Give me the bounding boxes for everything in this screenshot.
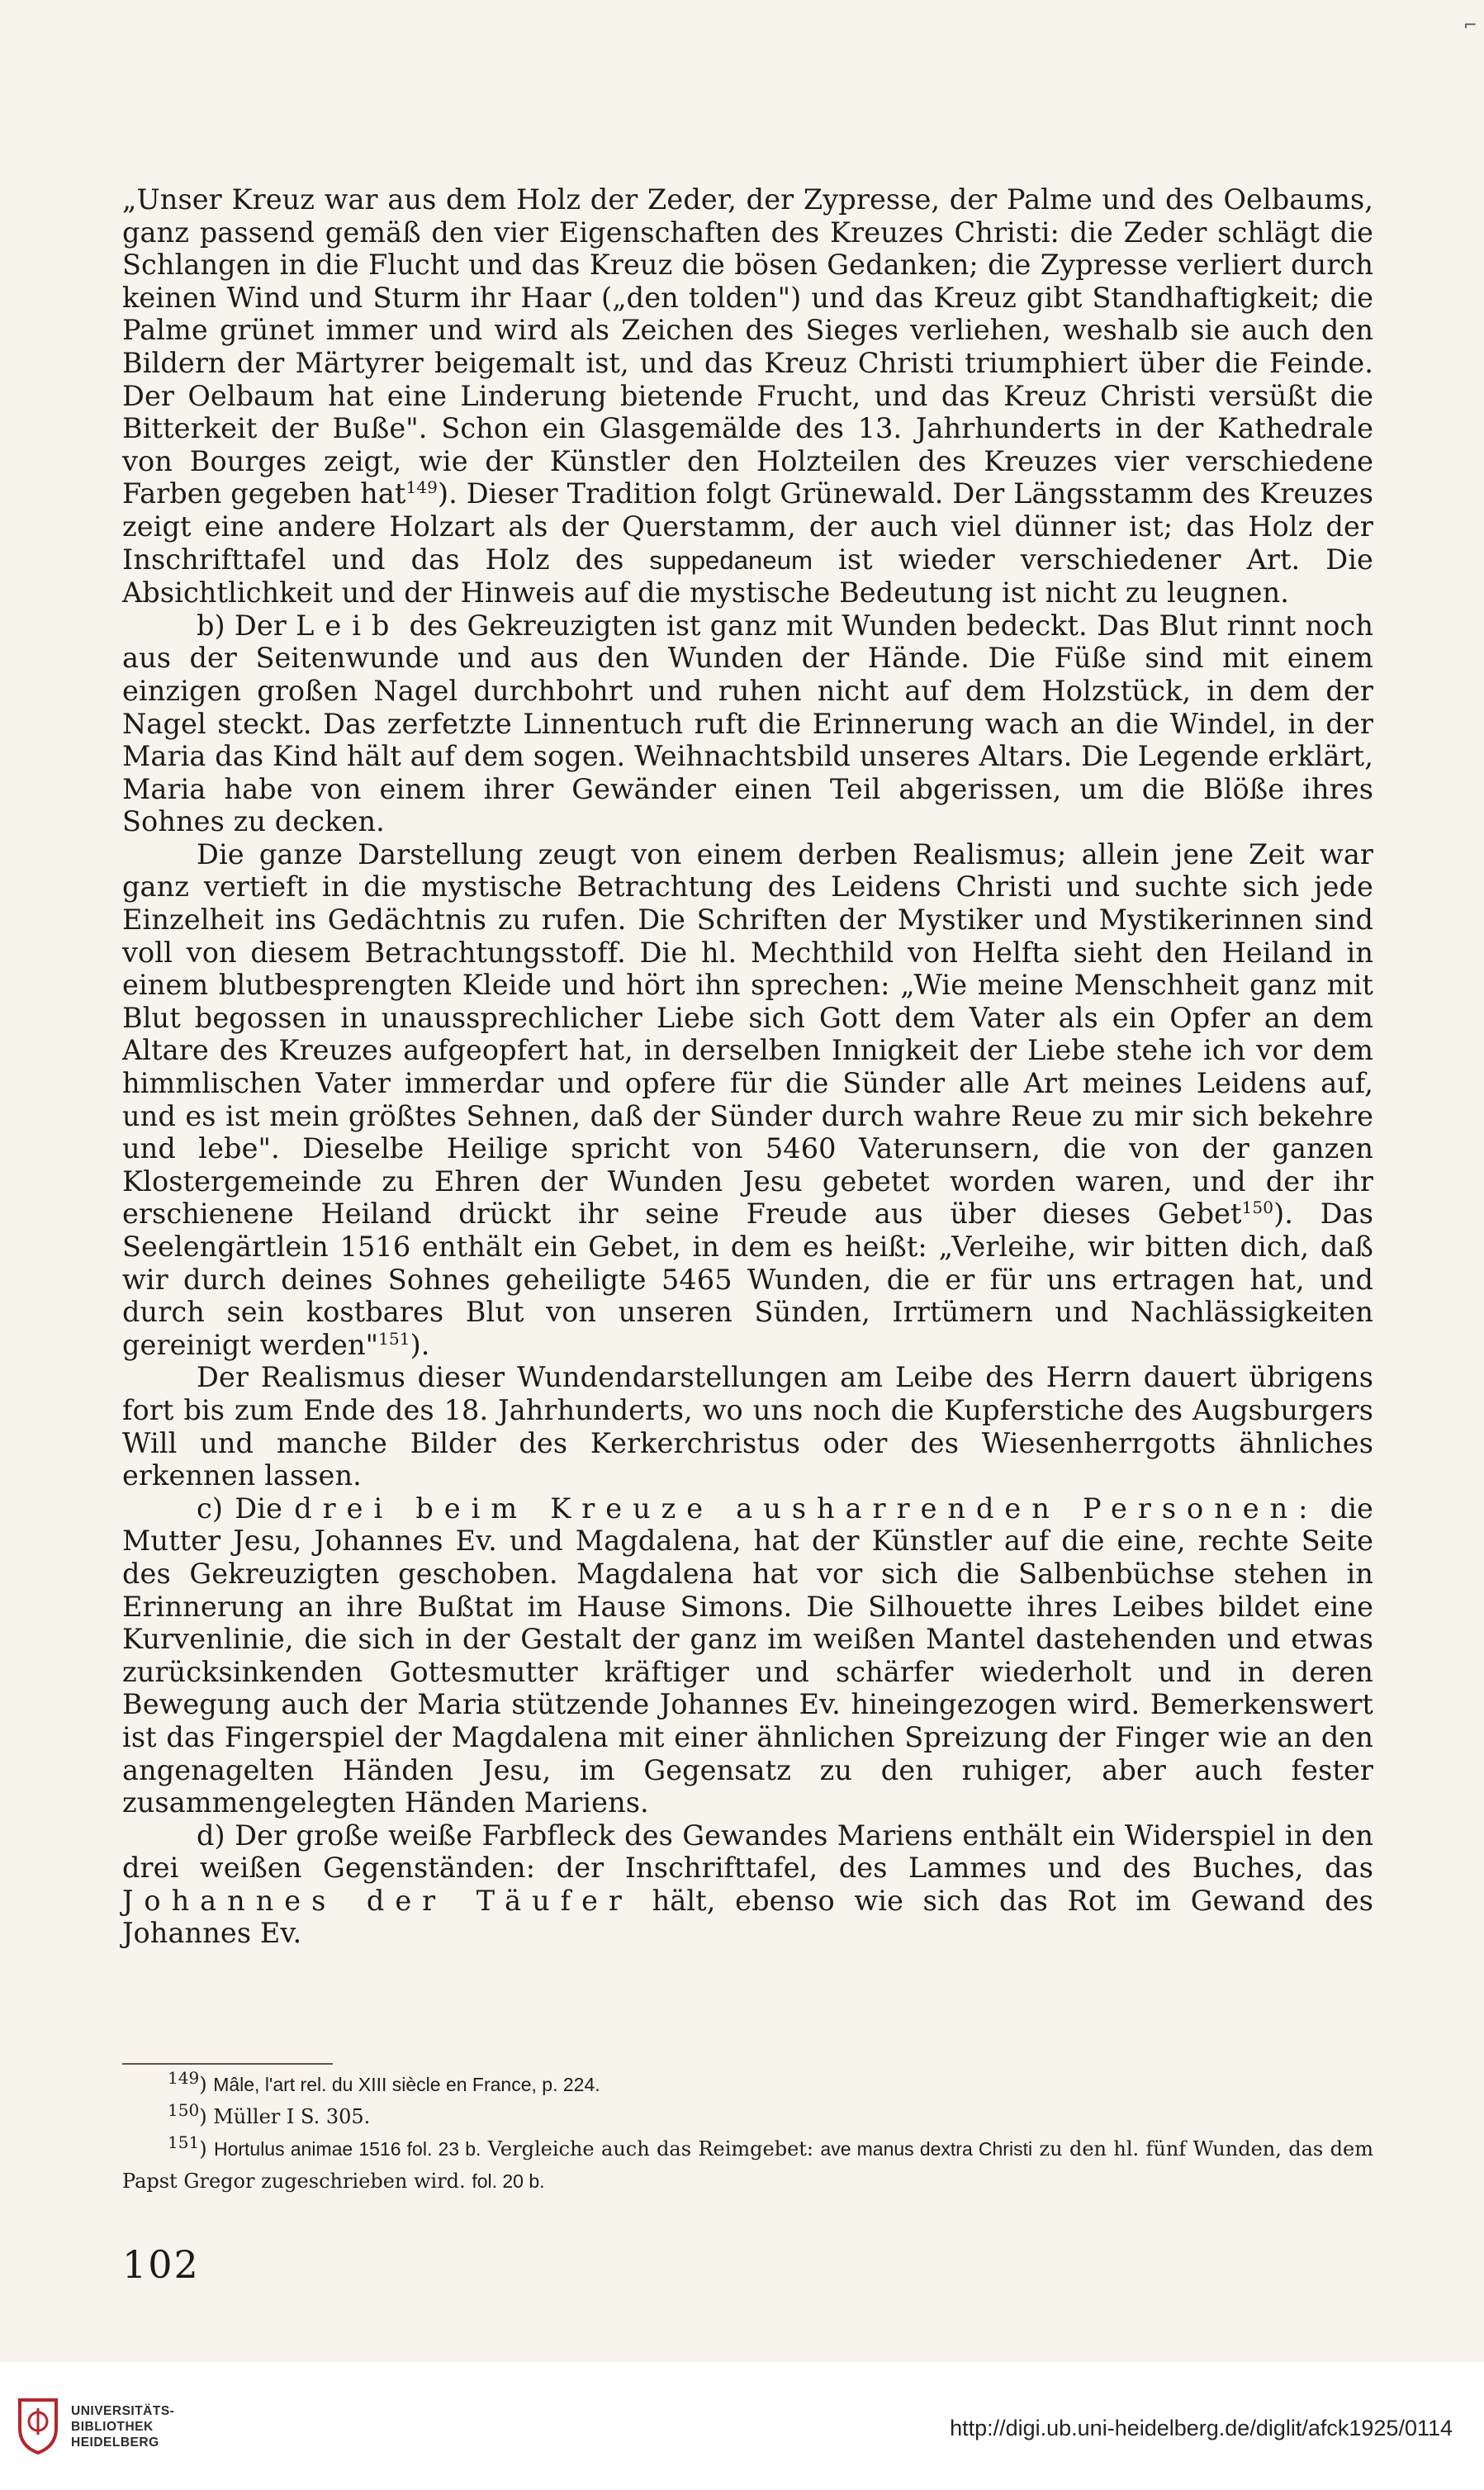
spaced-emphasis: Leib xyxy=(296,609,401,642)
spaced-emphasis: Johannes der Täufer xyxy=(122,1884,633,1917)
latin-term: suppedaneum xyxy=(649,545,813,575)
library-name xyxy=(71,2403,174,2450)
text-span: die Mutter Jesu, Johannes Ev. und Magdalena, hat der Künstler auf die eine, rechte Seite des Gekreuzigten geschoben. Magdalena hat vor sich die Salbenbüchse stehen in Erinnerung an ihre Bußtat im Hause Simons. Die Silhouette ihres Leibes bildet eine Kurvenlinie, die sich in der Gestalt der ganz im weißen Mantel dastehenden und etwas zurücksinkenden Gottesmutter kräftiger und schärfer wiederholt und in deren Bewegung auch der Maria stützende Johannes Ev. hineingezogen wird. Bemerkenswert ist das Fingerspiel der Magdalena mit einer ähnlichen Spreizung der Finger wie an den angenagelten Händen Jesu, im Gegensatz zu den ruhiger, aber auch fester zusammengelegten Händen Mariens. xyxy=(122,1492,1373,1819)
footnote-150: $^{150}$) Müller I S. 305. xyxy=(168,2100,371,2128)
footnote-ref[interactable]: 151 xyxy=(378,1328,410,1349)
footnote-text: Mâle, l'art rel. du XIII siècle en France, p. 224. xyxy=(213,2074,600,2095)
paragraph-4 xyxy=(122,1361,1373,1492)
spaced-emphasis: drei beim Kreuze ausharrenden Personen: xyxy=(294,1492,1319,1525)
text-span: ist wieder verschiedener Art. Die Absichtlichkeit und der Hinweis auf die mystische Bedeutung ist nicht zu leugnen. xyxy=(122,543,1373,609)
library-name-line: BIBLIOTHEK xyxy=(71,2420,154,2434)
library-name-line: HEIDELBERG xyxy=(71,2435,159,2450)
library-name-line: UNIVERSITÄTS- xyxy=(71,2404,175,2418)
text-span: des Gekreuzigten ist ganz mit Wunden bedeckt. Das Blut rinnt noch aus der Seitenwunde und aus den Wunden der Hände. Die Füße sind mit einem einzigen großen Nagel durchbohrt und ruhen nicht auf dem Holzstück, in dem der Nagel steckt. Das zerfetzte Linnentuch ruft die Erinnerung wach an die Windel, in der Maria das Kind hält auf dem sogen. Weihnachtsbild unseres Altars. Die Legende erklärt, Maria habe von einem ihrer Gewänder einen Teil abgerissen, um die Blöße ihres Sohnes zu decken. xyxy=(122,609,1374,838)
footnote-151: $^{151}$) Hortulus animae 1516 fol. 23 b. Vergleiche auch das Reimgebet: ave manus dextra Christi zu den hl. fünf Wunden, das dem Papst Gregor zugeschrieben wird. fol. 20 b. xyxy=(122,2132,1373,2193)
footnotes xyxy=(122,2069,1373,2198)
university-library-seal-icon xyxy=(15,2395,61,2456)
source-url-link[interactable]: http://digi.ub.uni-heidelberg.de/diglit/afck1925/0114 xyxy=(950,2416,1453,2440)
paragraph-5 xyxy=(122,1492,1373,1819)
footnote-text: fol. 20 b. xyxy=(472,2170,545,2192)
text-span: hält, ebenso wie sich das Rot im Gewand des Johannes Ev. xyxy=(122,1884,1374,1950)
footnote-text: Vergleiche auch das Reimgebet: xyxy=(487,2137,814,2160)
text-span: b) Der xyxy=(197,609,287,642)
footnote-text: zu den hl. fünf Wunden, das dem Papst Gregor zugeschrieben wird. xyxy=(122,2137,1373,2193)
page-number: 102 xyxy=(122,2242,200,2287)
text-span: Die ganze Darstellung zeugt von einem derben Realismus; allein jene Zeit war ganz vertieft in die mystische Betrachtung des Leidens Christi und suchte sich jede Einzelheit ins Gedächtnis zu rufen. Die Schriften der Mystiker und Mystikerinnen sind voll von diesem Betrachtungsstoff. Die hl. Mechthild von Helfta sieht den Heiland in einem blutbesprengten Kleide und hört ihn sprechen: „Wie meine Menschheit ganz mit Blut begossen in unaussprechlicher Liebe sich Gott dem Vater als ein Opfer an dem Altare des Kreuzes aufgeopfert hat, in derselben Innigkeit der Liebe stehe ich vor dem himmlischen Vater immerdar und opfere für die Sünder alle Art meines Leidens auf, und es ist mein größtes Sehnen, daß der Sünder durch wahre Reue zu mir sich bekehre und lebe". Dieselbe Heilige spricht von 5460 Vaterunsern, die von der ganzen Klostergemeinde zu Ehren der Wunden Jesu gebetet worden waren, und der ihr erschienene Heiland drückt ihr seine Freude aus über dieses Gebet xyxy=(122,837,1373,1231)
corner-mark-icon: ⌐ xyxy=(1463,15,1477,35)
footnote-number: 149 xyxy=(168,2068,200,2088)
text-span: „Unser Kreuz war aus dem Holz der Zeder, der Zypresse, der Palme und des Oelbaums, ganz passend gemäß den vier Eigenschaften des Kreuzes Christi: die Zeder schlägt die Schlangen in die Flucht und das Kreuz die bösen Gedanken; die Zypresse verliert durch keinen Wind und Sturm ihr Haar („den tolden") und das Kreuz gibt Standhaftigkeit; die Palme grünet immer und wird als Zeichen des Sieges verliehen, weshalb sie auch den Bildern der Märtyrer beigemalt ist, und das Kreuz Christi triumphiert über die Feinde. Der Oelbaum hat eine Linderung bietende Frucht, und das Kreuz Christi versüßt die Bitterkeit der Buße". Schon ein Glasgemälde des 13. Jahrhunderts in der Kathedrale von Bourges zeigt, wie der Künstler den Holzteilen des Kreuzes vier verschiedene Farben gegeben hat xyxy=(122,183,1373,510)
text-span: ). Das Seelengärtlein 1516 enthält ein Gebet, in dem es heißt: „Verleihe, wir bitten dich, daß wir durch deines Sohnes geheiligte 5465 Wunden, die er für uns ertragen hat, und durch sein kostbares Blut von unseren Sünden, Irrtümern und Nachlässigkeiten gereinigt werden" xyxy=(122,1198,1373,1361)
footnote-ref[interactable]: 150 xyxy=(1241,1198,1274,1218)
footnote-number: 150 xyxy=(168,2100,200,2120)
body-text xyxy=(122,183,1373,1950)
paragraph-1 xyxy=(122,183,1373,609)
footnote-number: 151 xyxy=(168,2132,200,2152)
footnote-divider xyxy=(122,2063,333,2065)
footnote-text: Hortulus animae 1516 fol. 23 b. xyxy=(213,2138,481,2160)
text-span: c) Die xyxy=(197,1492,282,1525)
paragraph-2 xyxy=(122,609,1373,838)
text-span: ). Dieser Tradition folgt Grünewald. Der Längsstamm des Kreuzes zeigt eine andere Holzart als der Querstamm, der auch viel dünner ist; das Holz der Inschrifttafel und das Holz des xyxy=(122,477,1374,576)
footnote-ref[interactable]: 149 xyxy=(405,477,438,498)
footnote-text: Müller I S. 305. xyxy=(213,2105,371,2128)
footnote-149: $^{149}$) Mâle, l'art rel. du XIII siècle en France, p. 224. xyxy=(168,2068,600,2096)
paragraph-3 xyxy=(122,838,1373,1362)
footnote-text: ave manus dextra Christi xyxy=(820,2138,1033,2160)
text-span: ). xyxy=(410,1328,430,1361)
text-span: Der Realismus dieser Wundendarstellungen am Leibe des Herrn dauert übrigens fort bis zum Ende des 18. Jahrhunderts, wo uns noch die Kupferstiche des Augsburgers Will und manche Bilder des Kerkerchristus oder des Wiesenherrgotts ähnliches erkennen lassen. xyxy=(122,1361,1373,1492)
text-span: d) Der große weiße Farbfleck des Gewandes Mariens enthält ein Widerspiel in den drei weißen Gegenständen: der Inschrifttafel, des Lammes und des Buches, das xyxy=(122,1819,1373,1885)
paragraph-6 xyxy=(122,1819,1373,1950)
